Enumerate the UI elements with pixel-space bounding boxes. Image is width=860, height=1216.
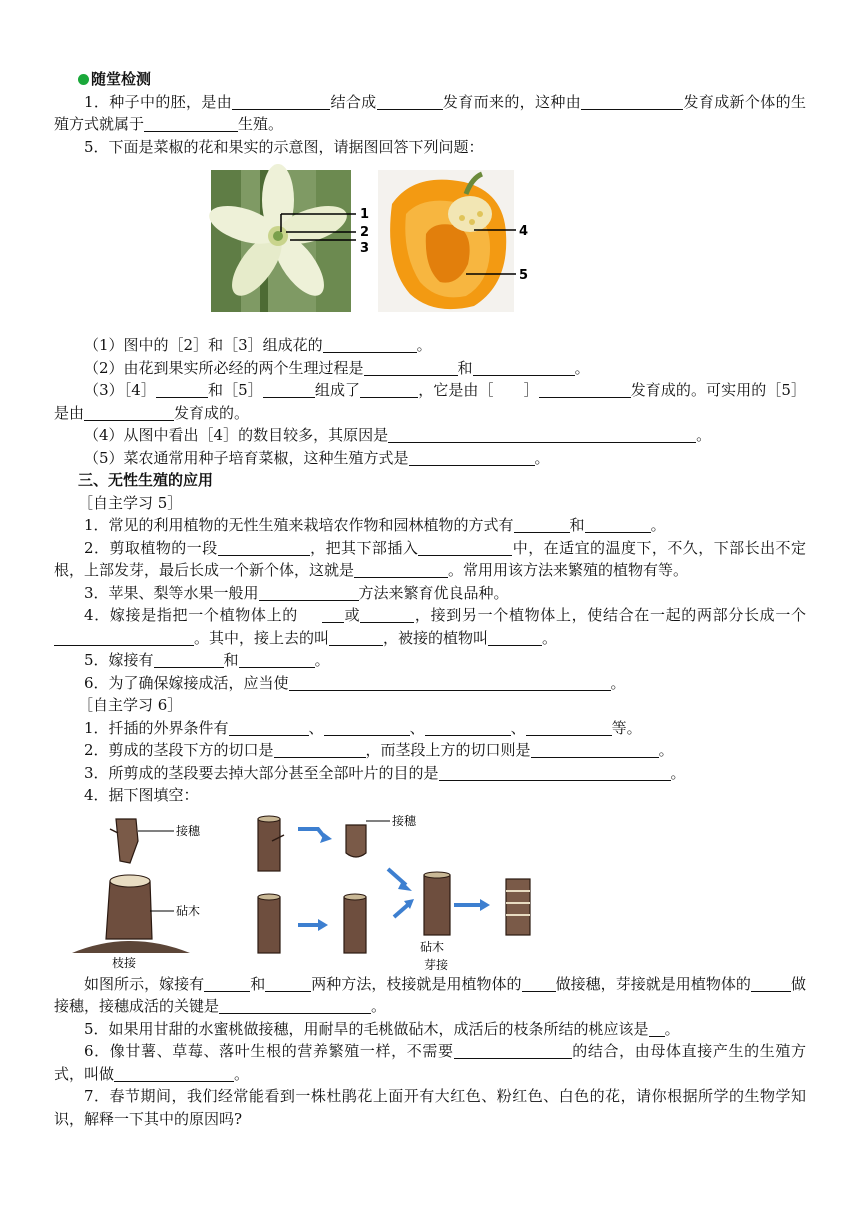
sub-question-5: （5）菜农通常用种子培育菜椒，这种生殖方式是 。 <box>84 448 550 467</box>
label-jiesui-1: 接穗 <box>176 823 201 838</box>
s-question-5: 5．嫁接有 和 。 <box>84 651 330 669</box>
branch-graft-image <box>72 819 190 953</box>
self-study-5-heading: ［自主学习 5］ <box>78 493 183 512</box>
s-question-2: 2．剪取植物的一段 ，把其下部插入 中，在适宜的温度下，不久，下部长出不定根，上部发芽，最后长成一个新个体，这就是 。常用用该方法来繁殖的植物有等。 <box>54 538 806 579</box>
label-zhenmu-2: 砧木 <box>420 939 445 954</box>
t-question-4: 4．据下图填空： <box>84 786 199 804</box>
flower-label-3: 3 <box>360 241 370 256</box>
sub-question-3: （3）［4］ 和［5］ 组成了 ，它是由［ ］ 发育成的。可实用的［5］是由 发育成的。 <box>54 381 806 422</box>
fruit-label-4: 4 <box>519 224 529 239</box>
pepper-image <box>390 174 506 309</box>
worksheet-page <box>54 68 806 1130</box>
section-heading-3: 三、无性生殖的应用 <box>78 471 214 489</box>
flower-label-1: 1 <box>360 207 370 222</box>
label-yajie: 芽接 <box>424 957 449 971</box>
label-zhenmu-1: 砧木 <box>176 903 201 918</box>
green-dot-icon <box>78 74 89 85</box>
grafting-figure <box>54 811 806 971</box>
bud-graft-image <box>258 816 530 953</box>
label-zhijie: 枝接 <box>112 955 137 970</box>
sub-question-2: （2）由花到果实所必经的两个生理过程是 和 。 <box>84 358 590 377</box>
pepper-flower-fruit-diagram <box>54 164 806 328</box>
grafting-diagram <box>54 811 806 971</box>
self-study-6-heading: ［自主学习 6］ <box>78 696 183 714</box>
u-question-7: 7．春节期间，我们经常能看到一株杜鹃花上面开有大红色、粉红色、白色的花，请你根据所学的生物学知识，解释一下其中的原因吗? <box>54 1087 806 1128</box>
sub-question-4: （4）从图中看出［4］的数目较多，其原因是 。 <box>84 426 712 444</box>
fruit-label-5: 5 <box>519 268 529 283</box>
section-heading-ketang: 随堂检测 <box>54 68 806 91</box>
flower-label-2: 2 <box>360 225 370 240</box>
pepper-figure <box>54 164 806 328</box>
u-question-1: 如图所示，嫁接有 和 两种方法，枝接就是用植物体的 做接穗，芽接就是用植物体的 做接穗，接穗成活的关键是 。 <box>54 974 806 1015</box>
t-question-3: 3．所剪成的茎段要去掉大部分甚至全部叶片的目的是 。 <box>84 763 686 782</box>
t-question-2: 2．剪成的茎段下方的切口是 ，而茎段上方的切口则是 。 <box>84 741 674 759</box>
label-jiesui-2: 接穗 <box>392 813 417 828</box>
s-question-3: 3．苹果、梨等水果一般用 方法来繁育优良品种。 <box>84 583 509 602</box>
sub-question-1: （1）图中的［2］和［3］组成花的 。 <box>84 336 432 354</box>
question-1: 1．种子中的胚，是由 结合成 发育而来的，这种由 发育成新个体的生殖方式就属于 生殖。 <box>54 92 806 133</box>
u-question-5: 5．如果用甘甜的水蜜桃做接穗，用耐旱的毛桃做砧木，成活后的枝条所结的桃应该是 。 <box>84 1019 680 1038</box>
s-question-6: 6．为了确保嫁接成活，应当使 。 <box>84 673 626 692</box>
u-question-6: 6．像甘薯、草莓、落叶生根的营养繁殖一样，不需要 的结合，由母体直接产生的生殖方式，叫做 。 <box>54 1042 806 1083</box>
t-question-1: 1．扦插的外界条件有 、 、 、 等。 <box>84 718 642 737</box>
s-question-1: 1．常见的利用植物的无性生殖来栽培农作物和园林植物的方式有 和 。 <box>84 516 666 534</box>
s-question-4: 4．嫁接是指把一个植物体上的 或 ，接到另一个植物体上，使结合在一起的两部分长成一个。其中，接上去的叫 ，被接的植物叫 。 <box>54 604 806 649</box>
question-5: 5．下面是菜椒的花和果实的示意图，请据图回答下列问题： <box>84 137 484 156</box>
